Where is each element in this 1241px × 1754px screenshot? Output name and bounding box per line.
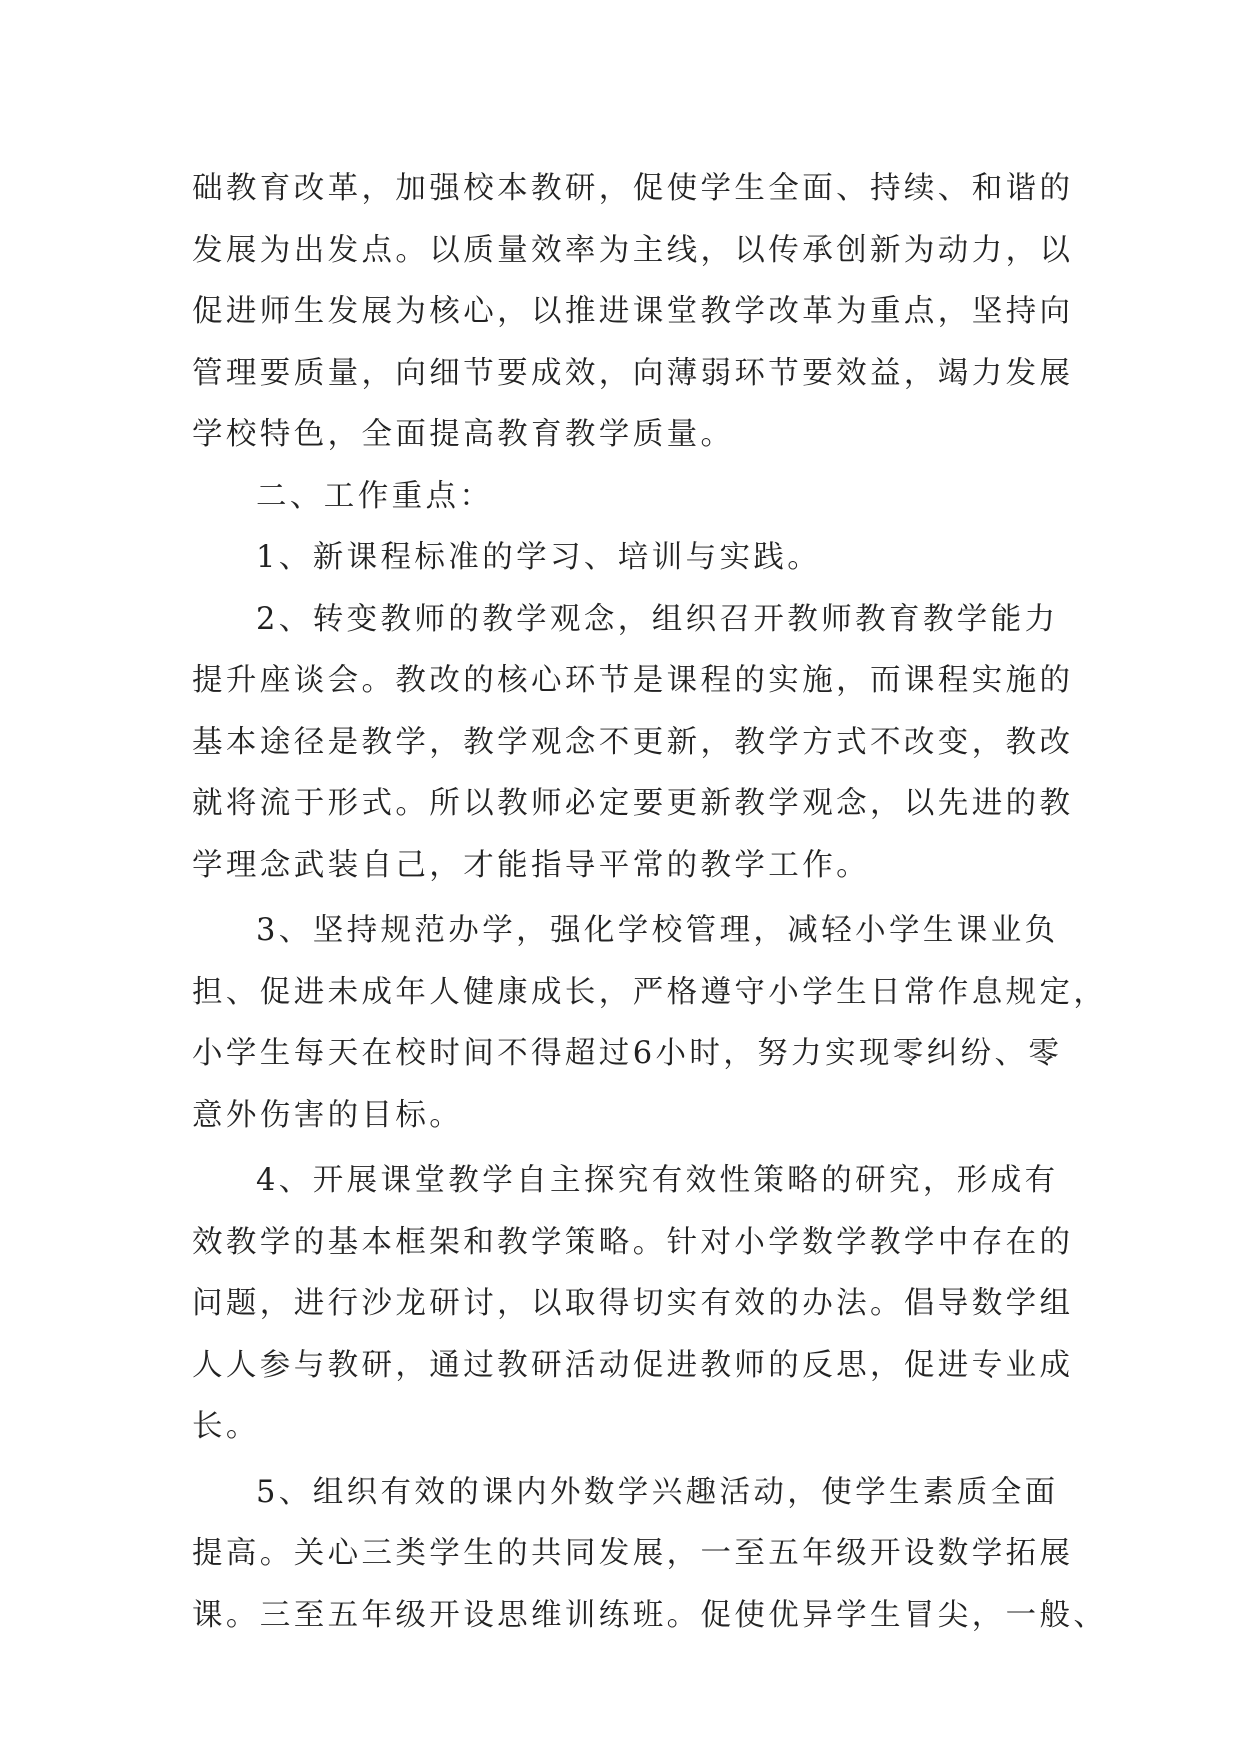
text-line: 长。 (192, 1409, 260, 1444)
text-line: 促进师生发展为核心，以推进课堂教学改革为重点，坚持向 (192, 294, 1074, 329)
text-line: 担、促进未成年人健康成长，严格遵守小学生日常作息规定， (192, 974, 1108, 1010)
text-line: 意外伤害的目标。 (192, 1097, 464, 1133)
text-line: 就将流于形式。所以教师必定要更新教学观念，以先进的教 (192, 786, 1074, 821)
text-line: 发展为出发点。以质量效率为主线，以传承创新为动力，以 (192, 232, 1074, 268)
item-5-line: 5、组织有效的课内外数学兴趣活动，使学生素质全面 (256, 1474, 1059, 1510)
text-line: 问题，进行沙龙研讨，以取得切实有效的办法。倡导数学组 (192, 1286, 1074, 1321)
text-line: 课。三至五年级开设思维训练班。促使优异学生冒尖，一般、 (192, 1597, 1108, 1633)
body-text (192, 158, 1108, 1646)
item-3-line: 3、坚持规范办学，强化学校管理，减轻小学生课业负 (256, 913, 1059, 948)
text-line: 管理要质量，向细节要成效，向薄弱环节要效益，竭力发展 (192, 355, 1074, 391)
text-line: 效教学的基本框架和教学策略。针对小学数学教学中存在的 (192, 1224, 1074, 1260)
text-line: 基本途径是教学，教学观念不更新，教学方式不改变，教改 (192, 724, 1074, 760)
text-line: 提升座谈会。教改的核心环节是课程的实施，而课程实施的 (192, 663, 1074, 698)
item-2-line: 2、转变教师的教学观念，组织召开教师教育教学能力 (256, 601, 1059, 637)
text-line: 小学生每天在校时间不得超过6小时，努力实现零纠纷、零 (192, 1036, 1063, 1071)
text-line: 础教育改革，加强校本教研，促使学生全面、持续、和谐的 (192, 171, 1074, 206)
section-heading: 二、工作重点： (256, 478, 494, 514)
item-1-line: 1、新课程标准的学习、培训与实践。 (256, 540, 822, 575)
text-line: 学理念武装自己，才能指导平常的教学工作。 (192, 847, 870, 883)
text-line: 人人参与教研，通过教研活动促进教师的反思，促进专业成 (192, 1347, 1074, 1383)
text-line: 学校特色，全面提高教育教学质量。 (192, 417, 735, 452)
text-line: 提高。关心三类学生的共同发展，一至五年级开设数学拓展 (192, 1536, 1074, 1571)
item-4-line: 4、开展课堂教学自主探究有效性策略的研究，形成有 (256, 1163, 1059, 1198)
